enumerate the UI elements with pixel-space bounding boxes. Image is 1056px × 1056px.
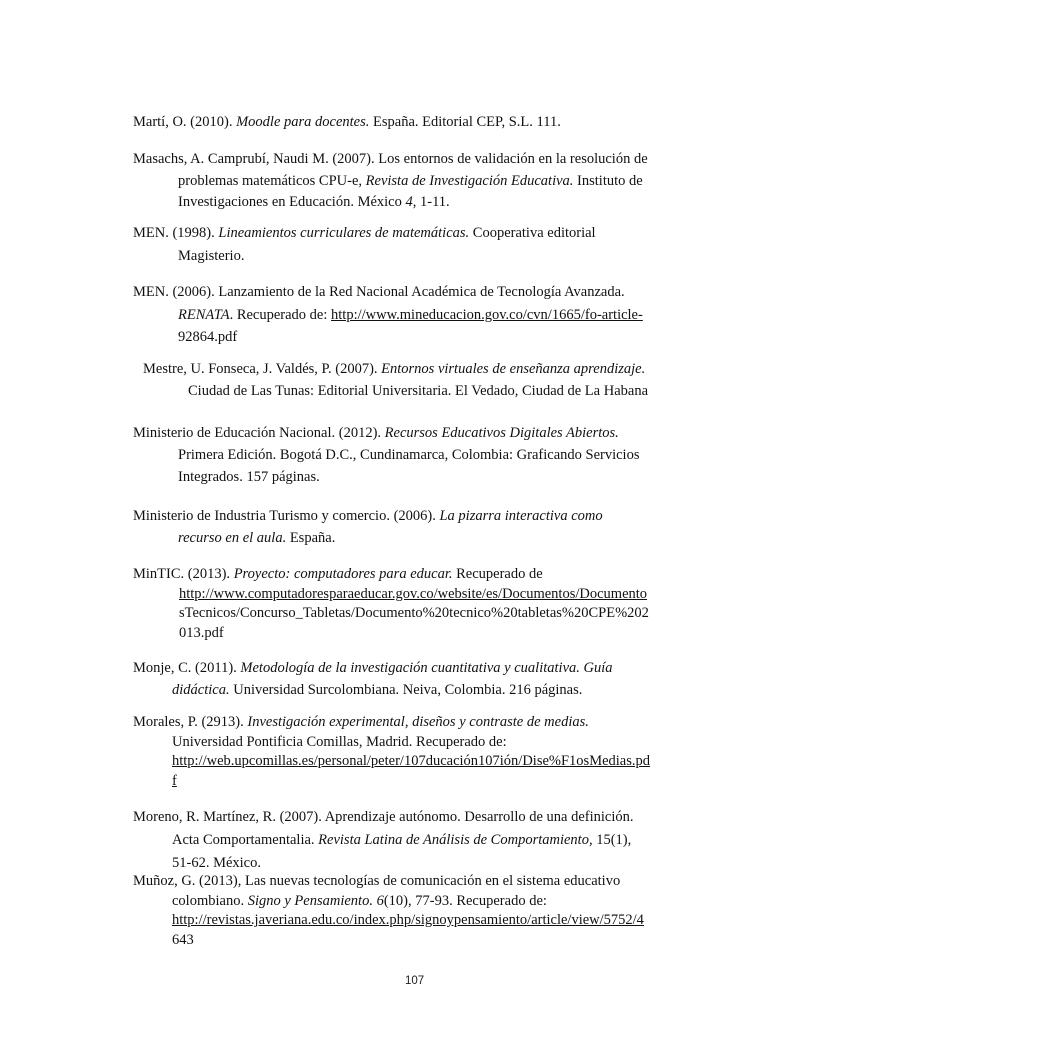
reference-text: 013.pdf: [179, 624, 224, 641]
reference-italic-title: didáctica.: [172, 681, 230, 698]
reference-munoz: [133, 872, 644, 950]
reference-text: Magisterio.: [178, 248, 245, 264]
reference-text: MEN. (2006). Lanzamiento de la Red Nacional Académica de Tecnología Avanzada.: [133, 284, 625, 300]
reference-italic-title: Metodología de la investigación cuantitativa y cualitativa. Guía: [240, 660, 613, 676]
reference-first-line: [133, 506, 603, 528]
reference-text: Instituto de: [573, 172, 643, 189]
reference-text: Muñoz, G. (2013), Las nuevas tecnologías de comunicación en el sistema educativo: [133, 873, 621, 889]
reference-morales: [133, 713, 650, 791]
reference-text: 92864.pdf: [178, 329, 238, 345]
reference-italic-title: recurso en el aula.: [178, 529, 287, 546]
reference-mintic: [133, 565, 649, 643]
reference-url-link[interactable]: http://web.upcomillas.es/personal/peter/107ducación107ión/Dise%F1osMedias.pd: [172, 753, 651, 769]
reference-text: Ministerio de Educación Nacional. (2012).: [133, 425, 385, 441]
reference-first-line: [133, 422, 639, 444]
reference-first-line: [133, 222, 596, 245]
reference-text: MinTIC. (2013).: [133, 566, 234, 582]
reference-text: España. Editorial CEP, S.L. 111.: [369, 114, 561, 130]
reference-italic-title: Lineamientos curriculares de matemáticas.: [218, 225, 470, 241]
reference-continuation-line: [133, 192, 648, 214]
reference-text: Cooperativa editorial: [469, 225, 596, 241]
reference-first-line: [133, 806, 634, 829]
reference-text: MEN. (1998).: [133, 225, 219, 241]
reference-first-line: [133, 281, 643, 304]
reference-continuation-line: [133, 931, 644, 951]
reference-continuation-line: [133, 326, 643, 349]
reference-ministerio-educacion: [133, 422, 639, 488]
reference-continuation-line: [133, 772, 650, 792]
reference-continuation-line: [133, 444, 639, 466]
reference-continuation-line: [133, 829, 634, 852]
page-number: 107: [405, 975, 425, 987]
reference-text: . Recuperado de:: [229, 306, 332, 323]
reference-continuation-line: [133, 604, 649, 624]
reference-text: Moreno, R. Martínez, R. (2007). Aprendizaje autónomo. Desarrollo de una definición.: [133, 809, 634, 825]
reference-text: Mestre, U. Fonseca, J. Valdés, P. (2007).: [143, 361, 382, 377]
reference-first-line: [133, 565, 649, 585]
reference-url-link[interactable]: http://www.mineducacion.gov.co/cvn/1665/fo-article-: [331, 306, 643, 323]
reference-continuation-line: [133, 585, 649, 605]
reference-mestre: [143, 359, 648, 402]
reference-italic-title: Moodle para docentes.: [236, 114, 370, 130]
reference-first-line: [133, 872, 644, 892]
reference-continuation-line: [133, 680, 613, 702]
reference-continuation-line: [133, 245, 596, 268]
reference-continuation-line: [133, 304, 643, 327]
reference-text: Morales, P. (2913).: [133, 714, 248, 730]
reference-first-line: [133, 112, 561, 134]
reference-first-line: [133, 713, 650, 733]
reference-text: , 1-11.: [412, 194, 450, 210]
reference-text: Ministerio de Industria Turismo y comercio. (2006).: [133, 508, 440, 524]
reference-text: problemas matemáticos CPU-e,: [178, 172, 366, 189]
reference-italic-title: 4: [405, 194, 413, 210]
reference-continuation-line: [133, 892, 644, 912]
reference-italic-title: Signo y Pensamiento. 6: [247, 892, 384, 909]
reference-first-line: [133, 149, 648, 171]
reference-first-line: [133, 658, 613, 680]
reference-italic-title: Proyecto: computadores para educar.: [233, 566, 453, 582]
reference-url-link[interactable]: http://revistas.javeriana.edu.co/index.php/signoypensamiento/article/view/5752/4: [172, 912, 644, 928]
reference-continuation-line: [133, 466, 639, 488]
reference-text: Integrados. 157 páginas.: [178, 469, 320, 485]
reference-masachs: [133, 149, 648, 214]
reference-text: 643: [172, 931, 194, 948]
reference-text: Masachs, A. Camprubí, Naudi M. (2007). Los entornos de validación en la resolución de: [133, 151, 648, 167]
reference-text: 15(1),: [592, 832, 632, 848]
reference-marti: [133, 112, 561, 134]
reference-text: Universidad Surcolombiana. Neiva, Colombia. 216 páginas.: [229, 681, 583, 698]
reference-continuation-line: [143, 381, 648, 403]
reference-italic-title: Entornos virtuales de enseñanza aprendizaje.: [381, 361, 646, 377]
reference-continuation-line: [133, 733, 650, 753]
reference-italic-title: La pizarra interactiva como: [439, 508, 603, 524]
reference-italic-title: Revista de Investigación Educativa.: [365, 172, 574, 189]
reference-continuation-line: [133, 528, 603, 550]
reference-italic-title: RENATA: [178, 306, 230, 323]
reference-ministerio-industria: [133, 506, 603, 549]
reference-men-1998: [133, 222, 596, 268]
reference-text: Monje, C. (2011).: [133, 660, 241, 676]
reference-text: Investigaciones en Educación. México: [178, 194, 406, 210]
reference-text: Acta Comportamentalia.: [172, 832, 319, 848]
reference-text: Recuperado de: [452, 566, 543, 582]
reference-text: colombiano.: [172, 892, 248, 909]
reference-text: Martí, O. (2010).: [133, 114, 237, 130]
reference-italic-title: Revista Latina de Análisis de Comportamiento,: [318, 832, 593, 848]
reference-men-2006: [133, 281, 643, 349]
reference-text: (10), 77-93. Recuperado de:: [383, 892, 547, 909]
reference-continuation-line: [133, 752, 650, 772]
reference-moreno: [133, 806, 634, 875]
reference-text: España.: [286, 529, 336, 546]
reference-continuation-line: [133, 911, 644, 931]
reference-text: Universidad Pontificia Comillas, Madrid. Recuperado de:: [172, 733, 507, 750]
reference-italic-title: Investigación experimental, diseños y contraste de medias.: [247, 714, 589, 730]
reference-continuation-line: [133, 171, 648, 193]
reference-text: Primera Edición. Bogotá D.C., Cundinamarca, Colombia: Graficando Servicios: [178, 447, 640, 463]
reference-url-link[interactable]: f: [172, 772, 177, 789]
reference-continuation-line: [133, 624, 649, 644]
reference-monje: [133, 658, 613, 701]
reference-text: 51-62. México.: [172, 855, 261, 871]
reference-italic-title: Recursos Educativos Digitales Abiertos.: [384, 425, 619, 441]
reference-first-line: [143, 359, 648, 381]
reference-text: sTecnicos/Concurso_Tabletas/Documento%20tecnico%20tabletas%20CPE%202: [179, 605, 649, 621]
reference-text: Ciudad de Las Tunas: Editorial Universitaria. El Vedado, Ciudad de La Habana: [188, 382, 649, 399]
reference-url-link[interactable]: http://www.computadoresparaeducar.gov.co/website/es/Documentos/Documento: [179, 585, 648, 602]
